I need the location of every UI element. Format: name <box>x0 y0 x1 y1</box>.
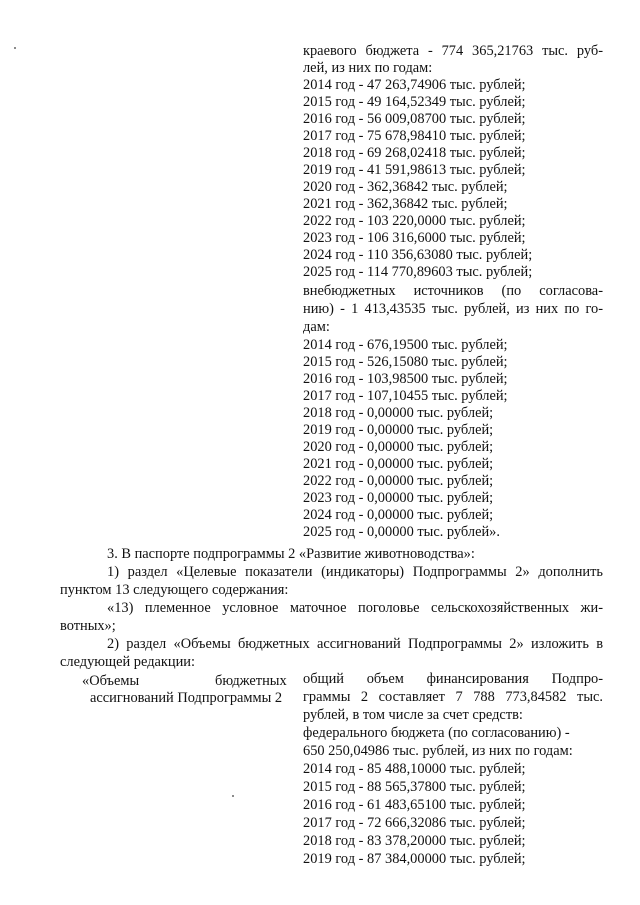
extra-year-2020: 2020 год - 0,00000 тыс. рублей; <box>303 439 494 455</box>
regional-year-2025: 2025 год - 114 770,89603 тыс. рублей; <box>303 264 533 280</box>
regional-year-2024: 2024 год - 110 356,63080 тыс. рублей; <box>303 247 533 263</box>
regional-budget-line-2: лей, из них по годам: <box>303 60 433 76</box>
extra-year-2015: 2015 год - 526,15080 тыс. рублей; <box>303 354 508 370</box>
extra-year-2014: 2014 год - 676,19500 тыс. рублей; <box>303 337 508 353</box>
regional-year-2023: 2023 год - 106 316,6000 тыс. рублей; <box>303 230 526 246</box>
extra-budget-line-1: внебюджетных источников (по согласова- <box>303 283 603 299</box>
extra-year-2025: 2025 год - 0,00000 тыс. рублей». <box>303 524 500 540</box>
item-2-line-1: 2) раздел «Объемы бюджетных ассигнований Подпрограммы 2» изложить в <box>107 636 603 652</box>
federal-year-2015: 2015 год - 88 565,37800 тыс. рублей; <box>303 779 526 795</box>
extra-year-2017: 2017 год - 107,10455 тыс. рублей; <box>303 388 508 404</box>
federal-year-2014: 2014 год - 85 488,10000 тыс. рублей; <box>303 761 526 777</box>
regional-budget-line-1: краевого бюджета - 774 365,21763 тыс. руб- <box>303 43 603 59</box>
table-right-line-1: общий объем финансирования Подпро- <box>303 671 603 687</box>
regional-year-2017: 2017 год - 75 678,98410 тыс. рублей; <box>303 128 526 144</box>
regional-year-2021: 2021 год - 362,36842 тыс. рублей; <box>303 196 508 212</box>
table-left-label-1a: «Объемы <box>82 673 140 689</box>
regional-year-2019: 2019 год - 41 591,98613 тыс. рублей; <box>303 162 526 178</box>
scan-speck <box>14 47 16 49</box>
extra-year-2024: 2024 год - 0,00000 тыс. рублей; <box>303 507 494 523</box>
extra-year-2023: 2023 год - 0,00000 тыс. рублей; <box>303 490 494 506</box>
extra-year-2018: 2018 год - 0,00000 тыс. рублей; <box>303 405 494 421</box>
table-right-line-3: рублей, в том числе за счет средств: <box>303 707 523 723</box>
table-left-label-1b: бюджетных <box>215 673 287 689</box>
table-left-label-2: ассигнований Подпрограммы 2 <box>90 690 283 706</box>
item-2-line-2: следующей редакции: <box>60 654 195 670</box>
federal-year-2018: 2018 год - 83 378,20000 тыс. рублей; <box>303 833 526 849</box>
extra-budget-line-3: дам: <box>303 319 330 335</box>
federal-year-2017: 2017 год - 72 666,32086 тыс. рублей; <box>303 815 526 831</box>
item-1-line-1: 1) раздел «Целевые показатели (индикаторы) Подпрограммы 2» дополнить <box>107 564 603 580</box>
regional-year-2016: 2016 год - 56 009,08700 тыс. рублей; <box>303 111 526 127</box>
regional-year-2015: 2015 год - 49 164,52349 тыс. рублей; <box>303 94 526 110</box>
regional-year-2018: 2018 год - 69 268,02418 тыс. рублей; <box>303 145 526 161</box>
point-13-line-2: вотных»; <box>60 618 116 634</box>
regional-year-2014: 2014 год - 47 263,74906 тыс. рублей; <box>303 77 526 93</box>
scan-speck <box>232 795 234 797</box>
regional-year-2020: 2020 год - 362,36842 тыс. рублей; <box>303 179 508 195</box>
item-1-line-2: пунктом 13 следующего содержания: <box>60 582 289 598</box>
federal-year-2016: 2016 год - 61 483,65100 тыс. рублей; <box>303 797 526 813</box>
table-right-line-2: граммы 2 составляет 7 788 773,84582 тыс. <box>303 689 603 705</box>
extra-year-2021: 2021 год - 0,00000 тыс. рублей; <box>303 456 494 472</box>
federal-year-2019: 2019 год - 87 384,00000 тыс. рублей; <box>303 851 526 867</box>
table-right-line-5: 650 250,04986 тыс. рублей, из них по годам: <box>303 743 573 759</box>
section-3-heading: 3. В паспорте подпрограммы 2 «Развитие животноводства»: <box>107 546 475 562</box>
extra-budget-line-2: нию) - 1 413,43535 тыс. рублей, из них по го- <box>303 301 603 317</box>
point-13-line-1: «13) племенное условное маточное поголовье сельскохозяйственных жи- <box>107 600 603 616</box>
regional-year-2022: 2022 год - 103 220,0000 тыс. рублей; <box>303 213 526 229</box>
extra-year-2016: 2016 год - 103,98500 тыс. рублей; <box>303 371 508 387</box>
extra-year-2022: 2022 год - 0,00000 тыс. рублей; <box>303 473 494 489</box>
extra-year-2019: 2019 год - 0,00000 тыс. рублей; <box>303 422 494 438</box>
table-right-line-4: федерального бюджета (по согласованию) - <box>303 725 570 741</box>
